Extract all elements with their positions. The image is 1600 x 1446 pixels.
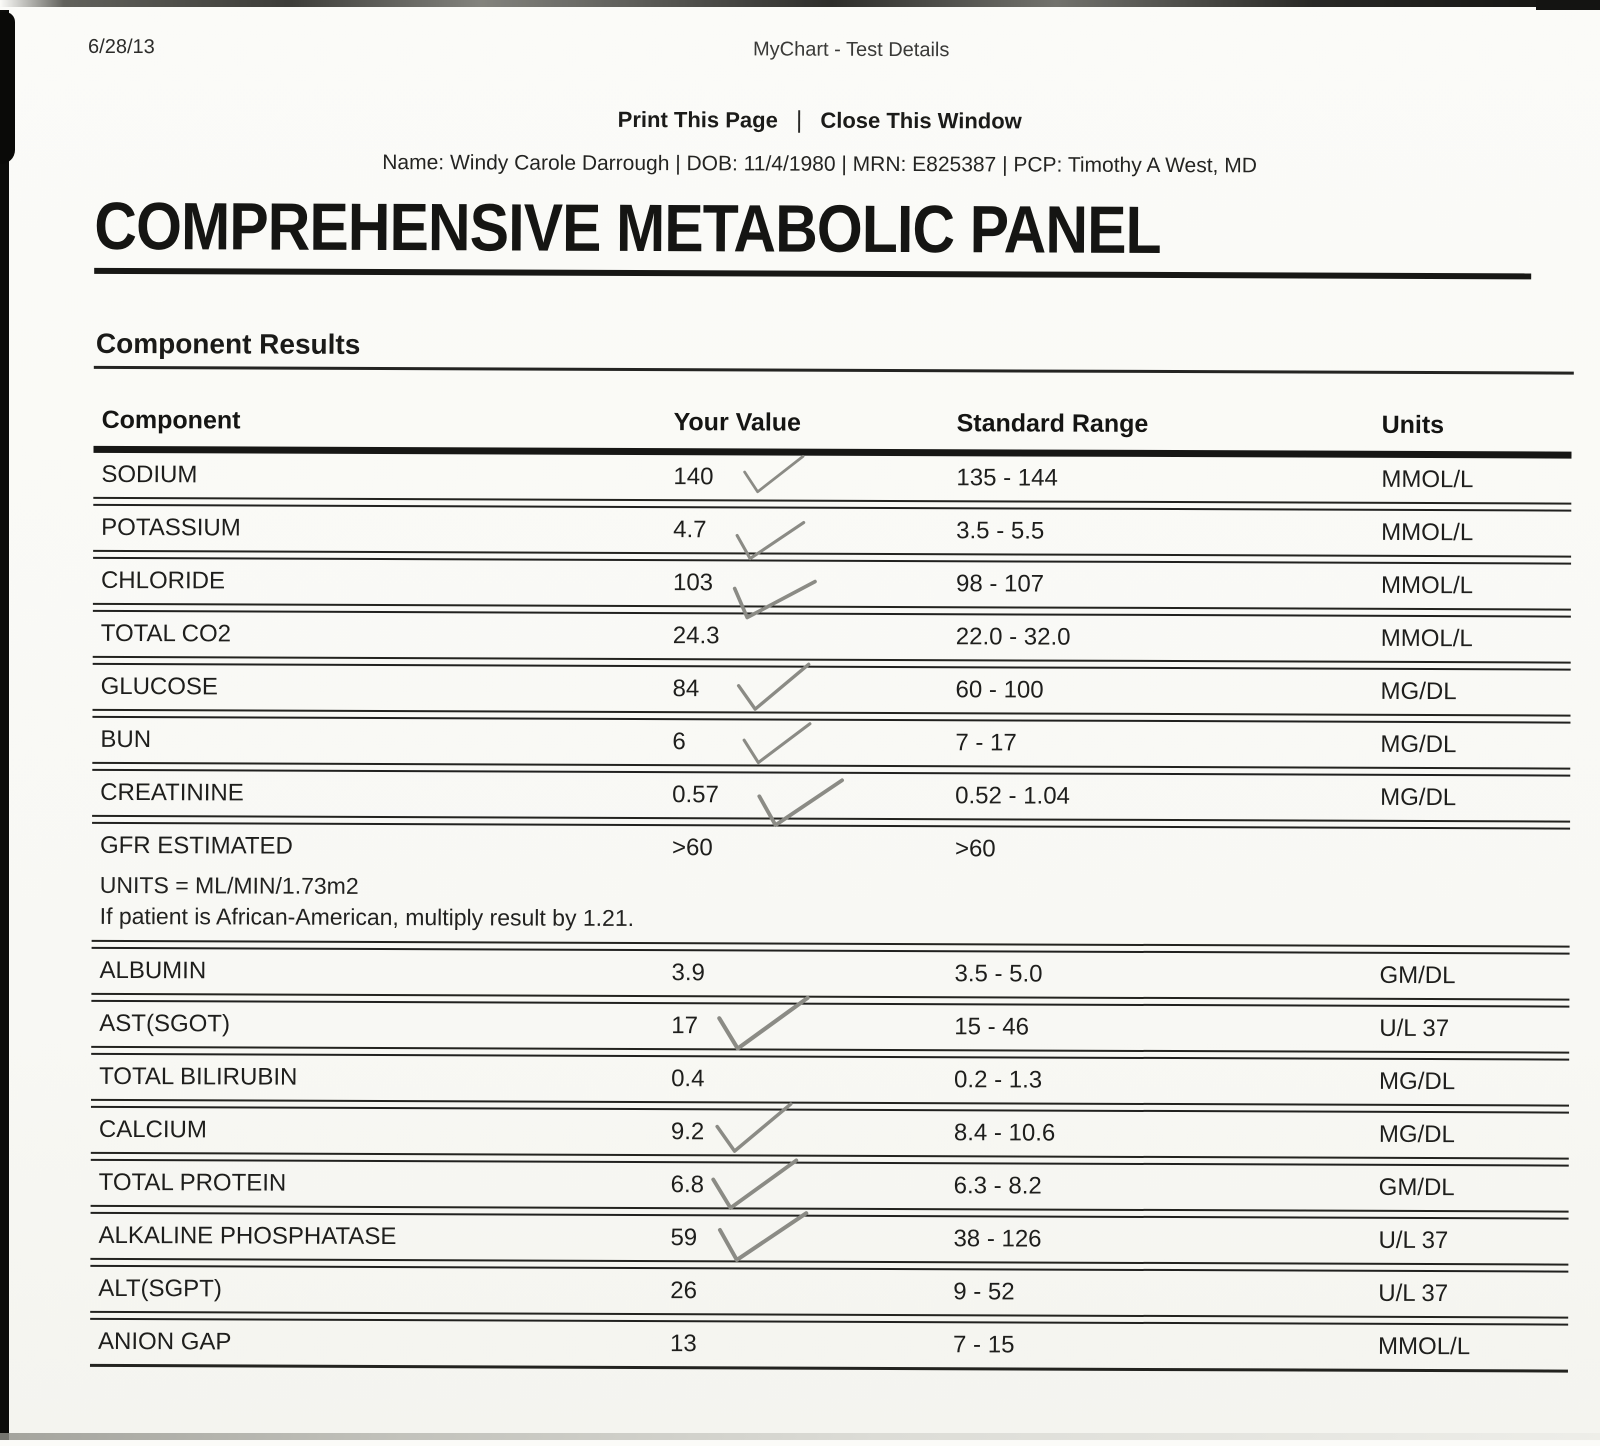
table-row	[93, 610, 1571, 664]
your-value-cell	[668, 1012, 951, 1041]
your-value-cell	[667, 1330, 950, 1359]
component-name: TOTAL CO2	[100, 619, 232, 648]
your-value: 4.7	[673, 516, 707, 544]
title-rule	[94, 268, 1531, 280]
component-name: TOTAL BILIRUBIN	[99, 1062, 298, 1091]
page-actions	[40, 104, 1600, 138]
component-name: ANION GAP	[98, 1327, 232, 1356]
your-value: 9.2	[670, 1118, 705, 1146]
standard-range: 22.0 - 32.0	[955, 623, 1071, 651]
standard-range: 98 - 107	[955, 570, 1045, 598]
pencil-checkmark-icon	[702, 1150, 806, 1219]
your-value-cell	[669, 834, 952, 863]
section-rule	[94, 366, 1574, 375]
results-rows	[90, 453, 1571, 1373]
pencil-checkmark-icon	[712, 1100, 796, 1156]
your-value-cell	[670, 675, 953, 704]
component-name: TOTAL PROTEIN	[98, 1168, 287, 1197]
your-value-cell	[667, 1224, 950, 1253]
row-note: If patient is African-American, multiply result by 1.21.	[99, 902, 635, 931]
units: GM/DL	[1379, 961, 1456, 990]
your-value-cell	[668, 1118, 951, 1147]
table-row	[93, 557, 1571, 611]
standard-range: 60 - 100	[955, 676, 1044, 704]
your-value: 17	[671, 1012, 699, 1040]
your-value: 103	[672, 569, 714, 597]
your-value: >60	[671, 834, 713, 862]
component-name: GFR ESTIMATED	[99, 831, 293, 860]
component-name: GLUCOSE	[100, 672, 219, 701]
table-row	[93, 453, 1571, 505]
component-name: CREATININE	[100, 778, 244, 807]
component-name: CALCIUM	[98, 1115, 207, 1144]
scan-edge-top-right	[1536, 0, 1600, 10]
your-value-cell	[667, 1277, 950, 1306]
table-row	[91, 947, 1569, 1001]
table-row	[92, 822, 1570, 948]
table-row	[90, 1318, 1568, 1373]
standard-range: 135 - 144	[956, 464, 1058, 492]
pencil-checkmark-icon	[733, 659, 813, 715]
standard-range: 6.3 - 8.2	[953, 1172, 1042, 1200]
units: U/L 37	[1378, 1279, 1449, 1308]
your-value-cell	[670, 569, 953, 598]
browser-page-title: MyChart - Test Details	[753, 38, 950, 62]
component-results-table	[90, 394, 1572, 1373]
units	[1377, 851, 1570, 852]
standard-range: 7 - 17	[955, 729, 1017, 757]
column-header-standard-range: Standard Range	[956, 408, 1149, 438]
row-notes	[92, 868, 1570, 946]
table-row	[91, 1159, 1569, 1213]
your-value: 140	[673, 463, 714, 491]
your-value: 6	[672, 728, 686, 756]
your-value-cell	[668, 1171, 951, 1200]
standard-range: 3.5 - 5.0	[954, 960, 1043, 988]
table-row	[92, 769, 1570, 823]
standard-range: 38 - 126	[953, 1225, 1042, 1253]
row-note: UNITS = ML/MIN/1.73m2	[99, 871, 359, 899]
your-value-cell	[670, 622, 953, 651]
your-value-cell	[669, 728, 952, 757]
pencil-checkmark-icon	[738, 714, 815, 772]
standard-range: 8.4 - 10.6	[953, 1119, 1056, 1147]
units: GM/DL	[1378, 1173, 1455, 1202]
patient-info-line: Name: Windy Carole Darrough | DOB: 11/4/1980 | MRN: E825387 | PCP: Timothy A West, MD	[382, 151, 1257, 178]
units: U/L 37	[1379, 1014, 1450, 1043]
component-name: CHLORIDE	[100, 566, 226, 595]
table-row	[93, 663, 1571, 717]
table-row	[93, 504, 1571, 558]
table-header-row	[94, 394, 1572, 452]
component-name: POTASSIUM	[101, 513, 241, 542]
units: MMOL/L	[1380, 571, 1474, 600]
standard-range: 15 - 46	[954, 1013, 1030, 1041]
your-value-cell	[670, 463, 953, 492]
pencil-checkmark-icon	[739, 448, 807, 501]
print-page-link[interactable]: Print This Page	[617, 106, 778, 133]
your-value-cell	[669, 781, 952, 810]
table-row	[91, 1053, 1569, 1107]
table-row	[90, 1212, 1568, 1266]
your-value: 0.4	[671, 1065, 705, 1093]
units: U/L 37	[1378, 1226, 1449, 1255]
scan-edge-left-blob	[0, 12, 15, 164]
units: MMOL/L	[1381, 465, 1474, 494]
units: MG/DL	[1378, 1120, 1455, 1149]
scan-edge-bottom	[0, 1433, 1600, 1440]
scan-edge-top	[0, 0, 1600, 7]
component-name: ALT(SGPT)	[98, 1274, 222, 1303]
your-value: 13	[670, 1330, 697, 1358]
section-heading: Component Results	[95, 327, 361, 360]
standard-range: 7 - 15	[953, 1331, 1015, 1359]
units: MMOL/L	[1381, 518, 1474, 547]
your-value-cell	[668, 959, 951, 988]
standard-range: 3.5 - 5.5	[956, 517, 1045, 545]
your-value: 84	[672, 675, 700, 703]
units: MMOL/L	[1380, 624, 1473, 653]
component-name: SODIUM	[101, 460, 198, 489]
units: MG/DL	[1380, 677, 1457, 706]
component-name: AST(SGOT)	[99, 1009, 231, 1038]
component-name: ALKALINE PHOSPHATASE	[98, 1221, 397, 1251]
units: MG/DL	[1380, 730, 1457, 759]
your-value: 59	[670, 1224, 698, 1252]
column-header-units: Units	[1381, 410, 1445, 439]
scan-edge-left	[0, 10, 9, 1440]
units: MG/DL	[1379, 1067, 1456, 1096]
pencil-checkmark-icon	[708, 987, 817, 1060]
your-value: 26	[670, 1277, 698, 1305]
units: MMOL/L	[1378, 1332, 1471, 1361]
table-row	[91, 1000, 1569, 1054]
close-window-link[interactable]: Close This Window	[820, 107, 1022, 134]
your-value: 6.8	[670, 1171, 705, 1199]
your-value: 24.3	[672, 622, 720, 650]
your-value: 3.9	[671, 959, 705, 987]
your-value-cell	[670, 516, 953, 545]
print-date: 6/28/13	[88, 35, 155, 59]
standard-range: 0.52 - 1.04	[955, 782, 1070, 810]
your-value-cell	[668, 1065, 951, 1094]
table-row	[91, 1106, 1569, 1160]
table-row	[90, 1265, 1568, 1319]
component-name: BUN	[100, 725, 152, 754]
link-separator: |	[795, 106, 803, 134]
standard-range: 0.2 - 1.3	[954, 1066, 1043, 1094]
column-header-component: Component	[101, 405, 241, 434]
table-row	[92, 716, 1570, 770]
units: MG/DL	[1380, 783, 1457, 812]
standard-range: 9 - 52	[953, 1278, 1015, 1306]
report-title: COMPREHENSIVE METABOLIC PANEL	[94, 188, 1161, 268]
standard-range: >60	[954, 835, 996, 863]
your-value: 0.57	[672, 781, 719, 809]
component-name: ALBUMIN	[99, 956, 207, 985]
pencil-checkmark-icon	[708, 1199, 814, 1273]
column-header-your-value: Your Value	[673, 407, 802, 437]
